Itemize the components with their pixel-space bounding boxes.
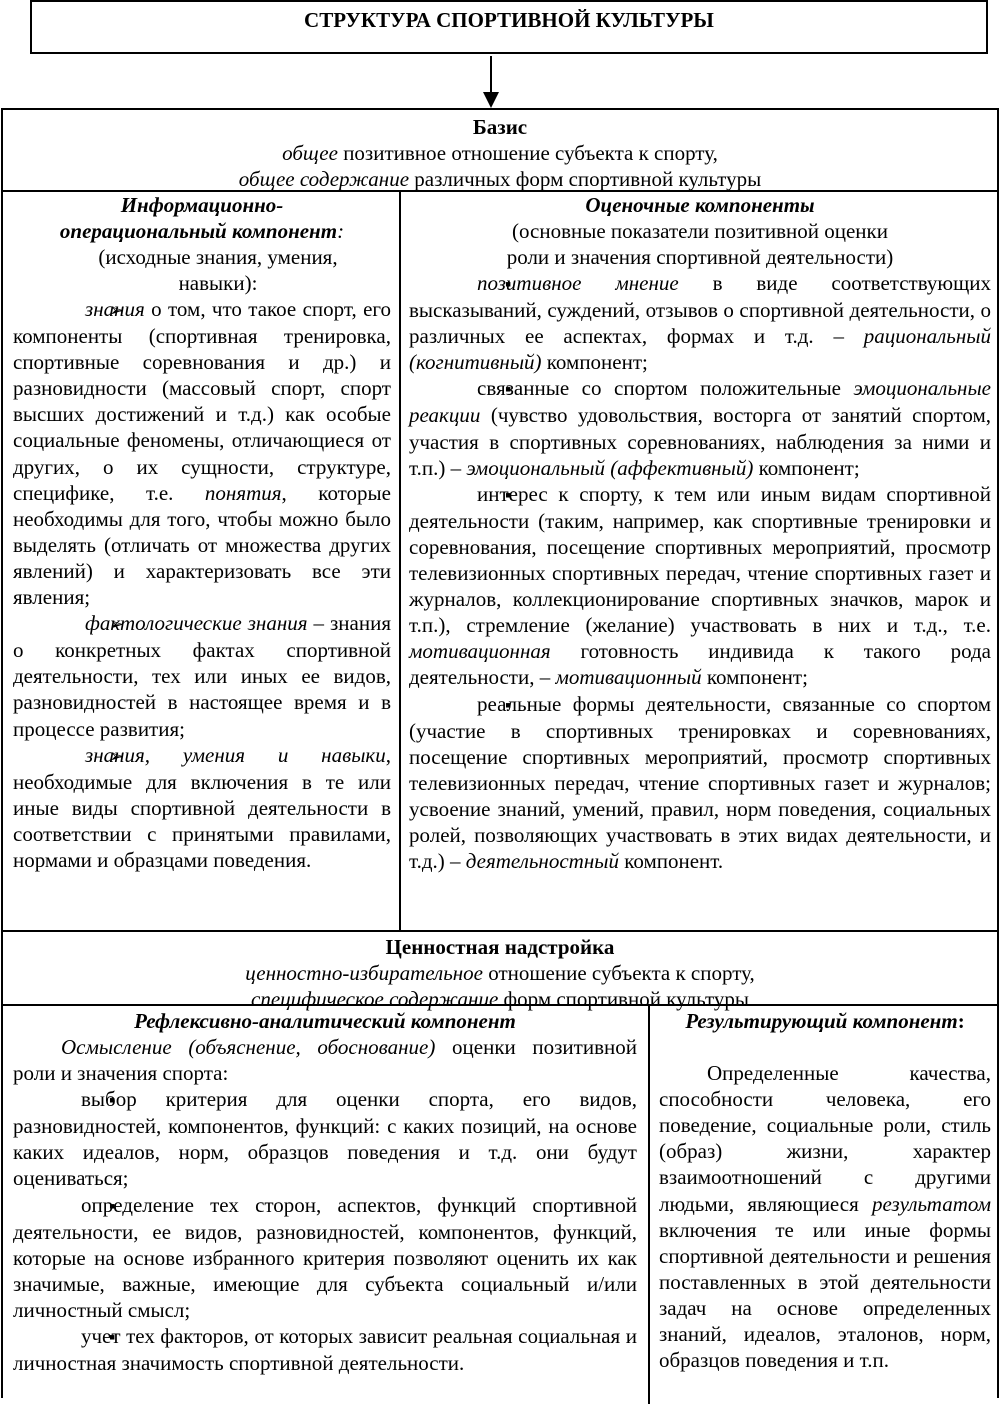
reflexive-item: ▪ учет тех факторов, от которых зависит реальная социальная и личностная значимость спортивной деятельности. [13, 1323, 637, 1376]
basis-heading: Базис [472, 115, 528, 139]
chevron-bullet-icon [61, 297, 85, 321]
reflexive-intro: Осмысление (объяснение, обоснование) оценки позитивной роли и значения спорта: [13, 1035, 637, 1086]
eval-subtitle-2: роли и значения спортивной деятельности) [506, 245, 894, 269]
value-block [3, 934, 997, 1012]
down-arrow-icon [479, 56, 503, 108]
square-bullet-icon [457, 271, 477, 295]
info-subtitle: (исходные знания, умения, навыки): [98, 245, 338, 295]
resulting-component-column [659, 1008, 991, 1373]
info-item: ➢ знания, умения и навыки, необходимые для включения в те или иные виды спортивной деятельности в соответствии с принятыми правилами, нормами и образцами поведения. [13, 742, 391, 873]
reflexive-item: ▪ выбор критерия для оценки спорта, его видов, разновидностей, компонентов, функций: с каких позиций, на основе каких идеалов, норм, образцов поведения и т.д. они будут оцениваться; [13, 1086, 637, 1191]
info-heading: Информационно- операциональный компонент: [59, 193, 345, 243]
eval-heading: Оценочные компоненты [585, 193, 815, 217]
info-item: ➢ фактологические знания – знания о конкретных фактах спортивной деятельности, тех или иных ее видов, разновидностей в настоящее время и в процессе развития; [13, 610, 391, 741]
structure-table [1, 108, 999, 1398]
eval-item: ▪ позитивное мнение в виде соответствующих высказываний, суждений, отзывов о спортивной деятельности, о различных ее аспектах, формах и т.д. – рациональный (когнитивный) компонент; [409, 270, 991, 375]
info-component-column [13, 192, 391, 873]
eval-item: ▪ связанные со спортом положительные эмоциональные реакции (чувство удовольствия, восторга от занятий спортом, участия в спортивных соревнованиях, наблюдения за ними и т.п.) – эмоциональный (аффективный) компонент; [409, 375, 991, 480]
square-bullet-icon [457, 692, 477, 716]
diagram-title: СТРУКТУРА СПОРТИВНОЙ КУЛЬТУРЫ [30, 0, 988, 54]
reflexive-item: ▪ определение тех сторон, аспектов, функций спортивной деятельности, ее видов, разновидностей, компонентов, функций, которые на основе избранного критерия позволяют оценить их как значимые, важные, имеющие для субъекта социальный и/или личностный смысл; [13, 1192, 637, 1323]
reflexive-component-column [13, 1008, 637, 1376]
basis-block [3, 114, 997, 192]
value-heading: Ценностная надстройка [385, 935, 615, 959]
value-line-2: специфическое содержание форм спортивной культуры [251, 987, 749, 1011]
reflexive-heading: Рефлексивно-аналитический компонент [134, 1009, 516, 1033]
eval-item: ▪ реальные формы деятельности, связанные со спортом (участие в спортивных тренировках и соревнованиях, посещение спортивных мероприятий, просмотр спортивных телевизионных передач, чтение спортивных газет и журналов; усвоение знаний, умений, правил, норм поведения, социальных ролей, позволяющих участвовать в этих видах деятельности, и т.д.) – деятельностный компонент. [409, 691, 991, 875]
square-bullet-icon [61, 1324, 81, 1348]
basis-line-2: общее содержание различных форм спортивной культуры [238, 167, 762, 191]
chevron-bullet-icon [61, 611, 85, 635]
eval-item: ▪ интерес к спорту, к тем или иным видам спортивной деятельности (таким, например, как спортивные тренировки и соревнования, посещение спортивных мероприятий, просмотр телевизионных спортивных передач, чтение спортивных газет и журналов, коллекционирование спортивных значков, марок и т.п.), стремление (желание) участвовать в них и т.д., т.е. мотивационная готовность индивида к такого рода деятельности, – мотивационный компонент; [409, 481, 991, 691]
basis-line-1: общее позитивное отношение субъекта к спорту, [282, 141, 718, 165]
eval-components-column [409, 192, 991, 874]
chevron-bullet-icon [61, 743, 85, 767]
resulting-text: Определенные качества, способности человека, его поведение, социальные роли, стиль (образ) жизни, характер взаимоотношений с другими людьми, являющиеся результатом включения те или иные формы спортивной деятельности и решения поставленных в этой деятельности задач на основе определенных знаний, идеалов, эталонов, норм, образцов поведения и т.п. [659, 1061, 991, 1373]
resulting-heading: Результирующий компонент: [685, 1009, 965, 1033]
square-bullet-icon [61, 1087, 81, 1111]
square-bullet-icon [61, 1193, 81, 1217]
value-line-1: ценностно-избирательное отношение субъекта к спорту, [245, 961, 755, 985]
square-bullet-icon [457, 482, 477, 506]
info-item: ➢ знания о том, что такое спорт, его компоненты (спортивная тренировка, спортивные соревнования и др.) и разновидности (массовый спорт, спорт высших достижений и т.д.) как особые социальные феномены, отличающиеся от других, о их сущности, структуре, специфике, т.е. понятия, которые необходимы для того, чтобы можно было выделять (отличать от множества других явлений) и характеризовать все эти явления; [13, 296, 391, 610]
square-bullet-icon [457, 376, 477, 400]
eval-subtitle-1: (основные показатели позитивной оценки [512, 219, 888, 243]
